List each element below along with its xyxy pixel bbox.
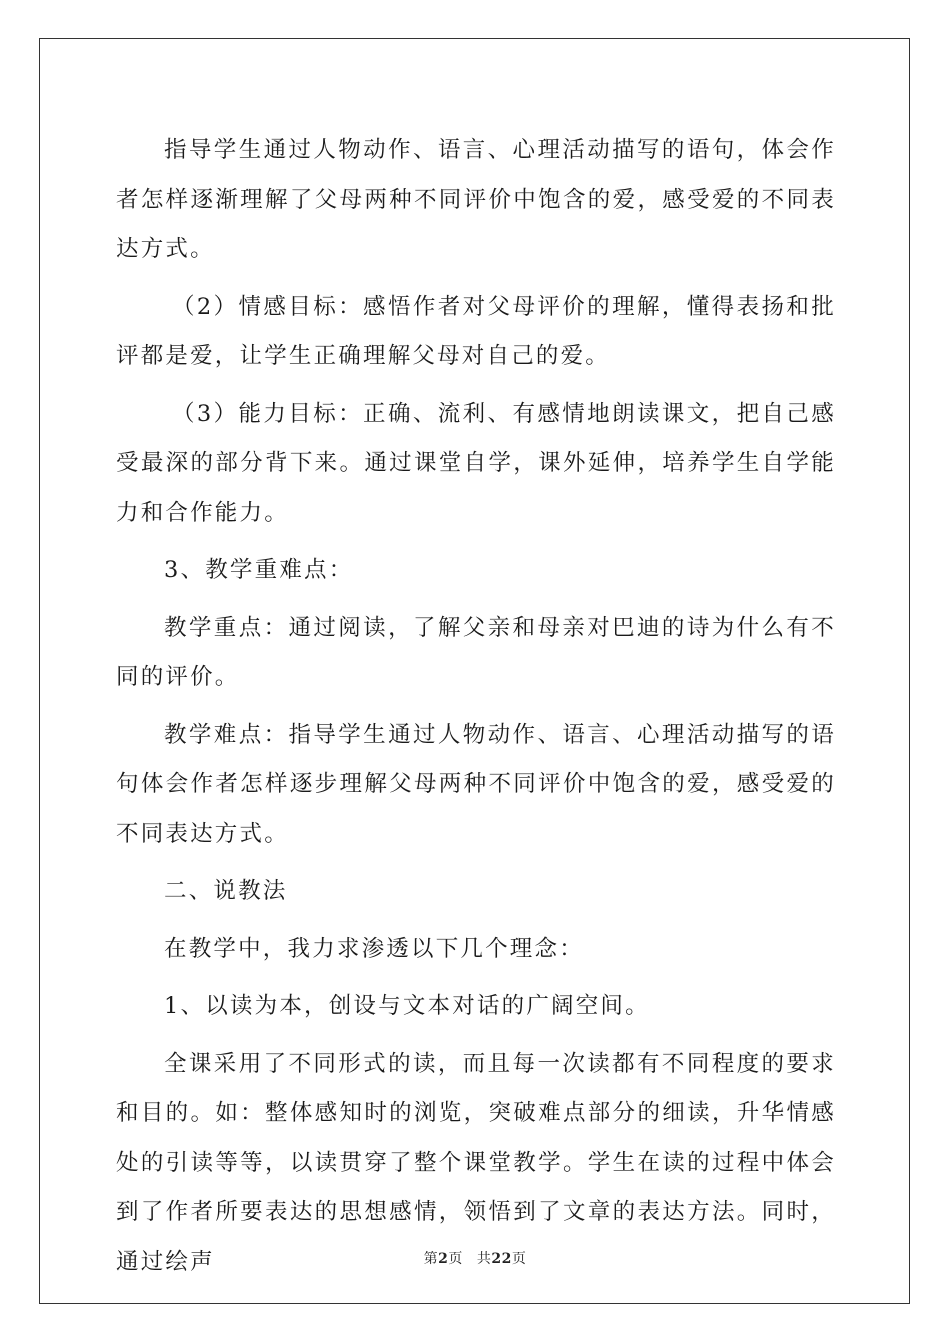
footer-page-total: 22 xyxy=(491,1251,512,1267)
heading-key-points: 3、教学重难点： xyxy=(164,557,354,583)
paragraph-emotion-goal: （2）情感目标：感悟作者对父母评价的理解，懂得表扬和批评都是爱，让学生正确理解父母对自己的爱。 xyxy=(116,293,836,369)
footer-total-suffix: 页 xyxy=(511,1251,527,1267)
heading-teaching-method: 二、说教法 xyxy=(164,878,288,904)
footer-total-prefix: 共 xyxy=(476,1251,492,1267)
paragraph-1: 指导学生通过人物动作、语言、心理活动描写的语句，体会作者怎样逐渐理解了父母两种不同评价中饱含的爱，感受爱的不同表达方式。 xyxy=(116,137,836,262)
paragraph-ability-goal: （3）能力目标：正确、流利、有感情地朗读课文，把自己感受最深的部分背下来。通过课堂自学，课外延伸，培养学生自学能力和合作能力。 xyxy=(116,400,836,526)
paragraph-philosophy-intro: 在教学中，我力求渗透以下几个理念： xyxy=(164,935,584,962)
paragraph-reading-detail: 全课采用了不同形式的读，而且每一次读都有不同程度的要求和目的。如：整体感知时的浏览，突破难点部分的细读，升华情感处的引读等等，以读贯穿了整个课堂教学。学生在读的过程中体会到了作者所要表达的思想感情，领悟到了文章的表达方法。同时，通过绘声 xyxy=(116,1050,836,1275)
paragraph-key-point: 教学重点：通过阅读，了解父亲和母亲对巴迪的诗为什么有不同的评价。 xyxy=(116,614,836,690)
footer-page-suffix: 页 xyxy=(448,1251,463,1267)
footer-page-current: 2 xyxy=(438,1251,449,1267)
paragraph-reading-focus: 1、以读为本，创设与文本对话的广阔空间。 xyxy=(164,993,650,1019)
document-body xyxy=(116,126,836,1295)
paragraph-difficult-point: 教学难点：指导学生通过人物动作、语言、心理活动描写的语句体会作者怎样逐步理解父母两种不同评价中饱含的爱，感受爱的不同表达方式。 xyxy=(116,721,836,847)
footer-page-prefix: 第 xyxy=(423,1251,439,1267)
page-footer xyxy=(0,1248,950,1268)
